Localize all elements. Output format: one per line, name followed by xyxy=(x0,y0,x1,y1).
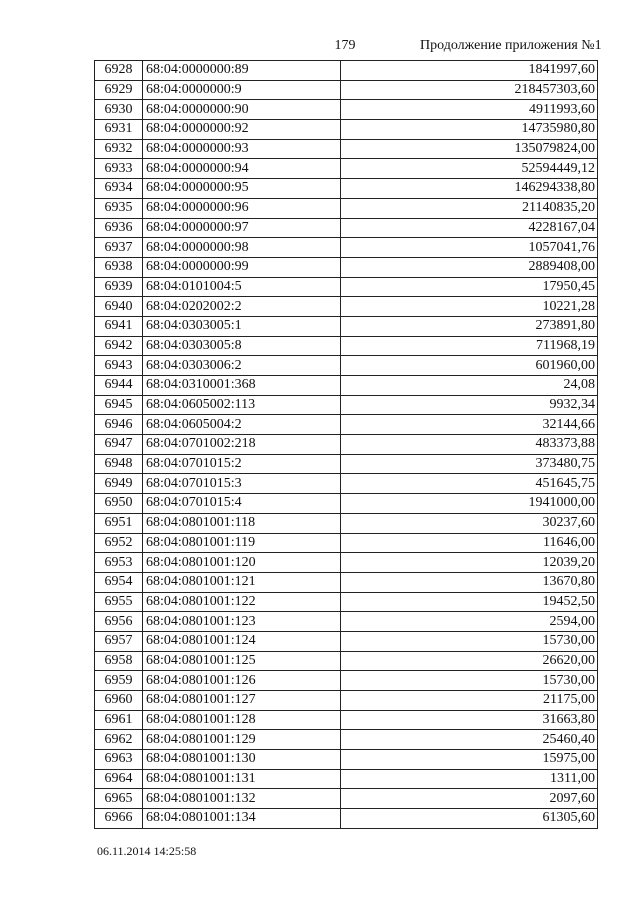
row-number-cell: 6951 xyxy=(95,513,143,533)
table-row xyxy=(95,553,598,573)
cadastral-value-cell: 24,08 xyxy=(341,376,598,396)
cadastral-value-cell: 14735980,80 xyxy=(341,120,598,140)
cadastral-value-cell: 10221,28 xyxy=(341,297,598,317)
table-row xyxy=(95,572,598,592)
cadastral-value-cell: 15730,00 xyxy=(341,631,598,651)
cadastral-number-cell: 68:04:0000000:89 xyxy=(143,61,341,81)
cadastral-value-cell: 25460,40 xyxy=(341,730,598,750)
cadastral-value-cell: 21175,00 xyxy=(341,691,598,711)
row-number-cell: 6962 xyxy=(95,730,143,750)
table-row xyxy=(95,710,598,730)
table-row xyxy=(95,533,598,553)
table-row xyxy=(95,198,598,218)
row-number-cell: 6964 xyxy=(95,769,143,789)
cadastral-value-cell: 483373,88 xyxy=(341,435,598,455)
cadastral-number-cell: 68:04:0801001:130 xyxy=(143,750,341,770)
cadastral-value-cell: 13670,80 xyxy=(341,572,598,592)
cadastral-number-cell: 68:04:0801001:123 xyxy=(143,612,341,632)
cadastral-value-cell: 21140835,20 xyxy=(341,198,598,218)
table-row xyxy=(95,179,598,199)
cadastral-value-cell: 26620,00 xyxy=(341,651,598,671)
cadastral-number-cell: 68:04:0605004:2 xyxy=(143,415,341,435)
row-number-cell: 6961 xyxy=(95,710,143,730)
table-row xyxy=(95,671,598,691)
row-number-cell: 6965 xyxy=(95,789,143,809)
cadastral-value-cell: 1057041,76 xyxy=(341,238,598,258)
cadastral-number-cell: 68:04:0000000:96 xyxy=(143,198,341,218)
table-row xyxy=(95,435,598,455)
row-number-cell: 6939 xyxy=(95,277,143,297)
cadastral-value-cell: 11646,00 xyxy=(341,533,598,553)
row-number-cell: 6949 xyxy=(95,474,143,494)
table-row xyxy=(95,494,598,514)
row-number-cell: 6959 xyxy=(95,671,143,691)
cadastral-value-cell: 32144,66 xyxy=(341,415,598,435)
cadastral-value-cell: 711968,19 xyxy=(341,336,598,356)
table-body xyxy=(95,61,598,829)
cadastral-number-cell: 68:04:0605002:113 xyxy=(143,395,341,415)
row-number-cell: 6928 xyxy=(95,61,143,81)
cadastral-number-cell: 68:04:0801001:132 xyxy=(143,789,341,809)
table-row xyxy=(95,415,598,435)
table-row xyxy=(95,691,598,711)
table-row xyxy=(95,395,598,415)
row-number-cell: 6938 xyxy=(95,257,143,277)
row-number-cell: 6936 xyxy=(95,218,143,238)
cadastral-number-cell: 68:04:0801001:119 xyxy=(143,533,341,553)
row-number-cell: 6957 xyxy=(95,631,143,651)
table-row xyxy=(95,631,598,651)
cadastral-number-cell: 68:04:0801001:127 xyxy=(143,691,341,711)
cadastral-number-cell: 68:04:0701002:218 xyxy=(143,435,341,455)
cadastral-number-cell: 68:04:0000000:94 xyxy=(143,159,341,179)
row-number-cell: 6943 xyxy=(95,356,143,376)
cadastral-number-cell: 68:04:0701015:4 xyxy=(143,494,341,514)
cadastral-value-cell: 2889408,00 xyxy=(341,257,598,277)
cadastral-number-cell: 68:04:0000000:97 xyxy=(143,218,341,238)
cadastral-value-cell: 146294338,80 xyxy=(341,179,598,199)
row-number-cell: 6933 xyxy=(95,159,143,179)
row-number-cell: 6937 xyxy=(95,238,143,258)
cadastral-value-cell: 61305,60 xyxy=(341,809,598,829)
cadastral-number-cell: 68:04:0801001:129 xyxy=(143,730,341,750)
cadastral-number-cell: 68:04:0701015:3 xyxy=(143,474,341,494)
cadastral-number-cell: 68:04:0000000:98 xyxy=(143,238,341,258)
appendix-continuation-label: Продолжение приложения №1 xyxy=(420,38,602,53)
cadastral-value-cell: 273891,80 xyxy=(341,316,598,336)
cadastral-number-cell: 68:04:0801001:118 xyxy=(143,513,341,533)
cadastral-number-cell: 68:04:0303006:2 xyxy=(143,356,341,376)
cadastral-value-cell: 373480,75 xyxy=(341,454,598,474)
cadastral-value-cell: 2594,00 xyxy=(341,612,598,632)
table-row xyxy=(95,257,598,277)
table-row xyxy=(95,297,598,317)
cadastral-number-cell: 68:04:0801001:134 xyxy=(143,809,341,829)
cadastral-number-cell: 68:04:0801001:125 xyxy=(143,651,341,671)
print-timestamp: 06.11.2014 14:25:58 xyxy=(97,844,197,858)
row-number-cell: 6958 xyxy=(95,651,143,671)
cadastral-number-cell: 68:04:0000000:92 xyxy=(143,120,341,140)
row-number-cell: 6929 xyxy=(95,80,143,100)
cadastral-value-cell: 19452,50 xyxy=(341,592,598,612)
cadastral-number-cell: 68:04:0000000:9 xyxy=(143,80,341,100)
cadastral-value-cell: 12039,20 xyxy=(341,553,598,573)
table-row xyxy=(95,80,598,100)
table-row xyxy=(95,100,598,120)
table-row xyxy=(95,277,598,297)
table-row xyxy=(95,218,598,238)
cadastral-value-cell: 451645,75 xyxy=(341,474,598,494)
row-number-cell: 6952 xyxy=(95,533,143,553)
cadastral-value-table xyxy=(94,60,598,829)
row-number-cell: 6940 xyxy=(95,297,143,317)
row-number-cell: 6934 xyxy=(95,179,143,199)
table-row xyxy=(95,730,598,750)
cadastral-value-cell: 30237,60 xyxy=(341,513,598,533)
cadastral-number-cell: 68:04:0801001:122 xyxy=(143,592,341,612)
cadastral-number-cell: 68:04:0000000:90 xyxy=(143,100,341,120)
table-row xyxy=(95,769,598,789)
cadastral-value-cell: 15975,00 xyxy=(341,750,598,770)
table-row xyxy=(95,809,598,829)
row-number-cell: 6931 xyxy=(95,120,143,140)
cadastral-number-cell: 68:04:0303005:8 xyxy=(143,336,341,356)
row-number-cell: 6963 xyxy=(95,750,143,770)
row-number-cell: 6948 xyxy=(95,454,143,474)
row-number-cell: 6932 xyxy=(95,139,143,159)
cadastral-number-cell: 68:04:0701015:2 xyxy=(143,454,341,474)
row-number-cell: 6942 xyxy=(95,336,143,356)
cadastral-number-cell: 68:04:0801001:120 xyxy=(143,553,341,573)
row-number-cell: 6956 xyxy=(95,612,143,632)
cadastral-number-cell: 68:04:0101004:5 xyxy=(143,277,341,297)
row-number-cell: 6955 xyxy=(95,592,143,612)
row-number-cell: 6945 xyxy=(95,395,143,415)
table-row xyxy=(95,474,598,494)
table-row xyxy=(95,513,598,533)
table-row xyxy=(95,336,598,356)
cadastral-number-cell: 68:04:0000000:99 xyxy=(143,257,341,277)
table-row xyxy=(95,159,598,179)
cadastral-number-cell: 68:04:0801001:131 xyxy=(143,769,341,789)
cadastral-number-cell: 68:04:0202002:2 xyxy=(143,297,341,317)
table-row xyxy=(95,789,598,809)
table-row xyxy=(95,61,598,81)
cadastral-number-cell: 68:04:0310001:368 xyxy=(143,376,341,396)
table-row xyxy=(95,651,598,671)
cadastral-value-cell: 135079824,00 xyxy=(341,139,598,159)
cadastral-number-cell: 68:04:0000000:93 xyxy=(143,139,341,159)
row-number-cell: 6960 xyxy=(95,691,143,711)
cadastral-value-cell: 17950,45 xyxy=(341,277,598,297)
cadastral-number-cell: 68:04:0000000:95 xyxy=(143,179,341,199)
cadastral-value-cell: 4911993,60 xyxy=(341,100,598,120)
cadastral-value-cell: 1941000,00 xyxy=(341,494,598,514)
cadastral-value-cell: 52594449,12 xyxy=(341,159,598,179)
row-number-cell: 6954 xyxy=(95,572,143,592)
page-number: 179 xyxy=(334,38,356,53)
cadastral-number-cell: 68:04:0801001:124 xyxy=(143,631,341,651)
cadastral-value-cell: 218457303,60 xyxy=(341,80,598,100)
row-number-cell: 6930 xyxy=(95,100,143,120)
table-row xyxy=(95,139,598,159)
row-number-cell: 6947 xyxy=(95,435,143,455)
table-row xyxy=(95,376,598,396)
cadastral-value-cell: 4228167,04 xyxy=(341,218,598,238)
row-number-cell: 6966 xyxy=(95,809,143,829)
table-row xyxy=(95,316,598,336)
cadastral-number-cell: 68:04:0801001:128 xyxy=(143,710,341,730)
table-row xyxy=(95,612,598,632)
cadastral-value-cell: 9932,34 xyxy=(341,395,598,415)
table-row xyxy=(95,356,598,376)
cadastral-value-cell: 601960,00 xyxy=(341,356,598,376)
cadastral-value-cell: 1311,00 xyxy=(341,769,598,789)
row-number-cell: 6944 xyxy=(95,376,143,396)
table-row xyxy=(95,238,598,258)
cadastral-number-cell: 68:04:0801001:126 xyxy=(143,671,341,691)
table-row xyxy=(95,120,598,140)
row-number-cell: 6953 xyxy=(95,553,143,573)
table-row xyxy=(95,592,598,612)
cadastral-number-cell: 68:04:0303005:1 xyxy=(143,316,341,336)
table-row xyxy=(95,750,598,770)
row-number-cell: 6946 xyxy=(95,415,143,435)
table-row xyxy=(95,454,598,474)
cadastral-value-cell: 15730,00 xyxy=(341,671,598,691)
row-number-cell: 6935 xyxy=(95,198,143,218)
row-number-cell: 6941 xyxy=(95,316,143,336)
cadastral-value-cell: 1841997,60 xyxy=(341,61,598,81)
cadastral-number-cell: 68:04:0801001:121 xyxy=(143,572,341,592)
row-number-cell: 6950 xyxy=(95,494,143,514)
cadastral-value-cell: 2097,60 xyxy=(341,789,598,809)
cadastral-value-cell: 31663,80 xyxy=(341,710,598,730)
